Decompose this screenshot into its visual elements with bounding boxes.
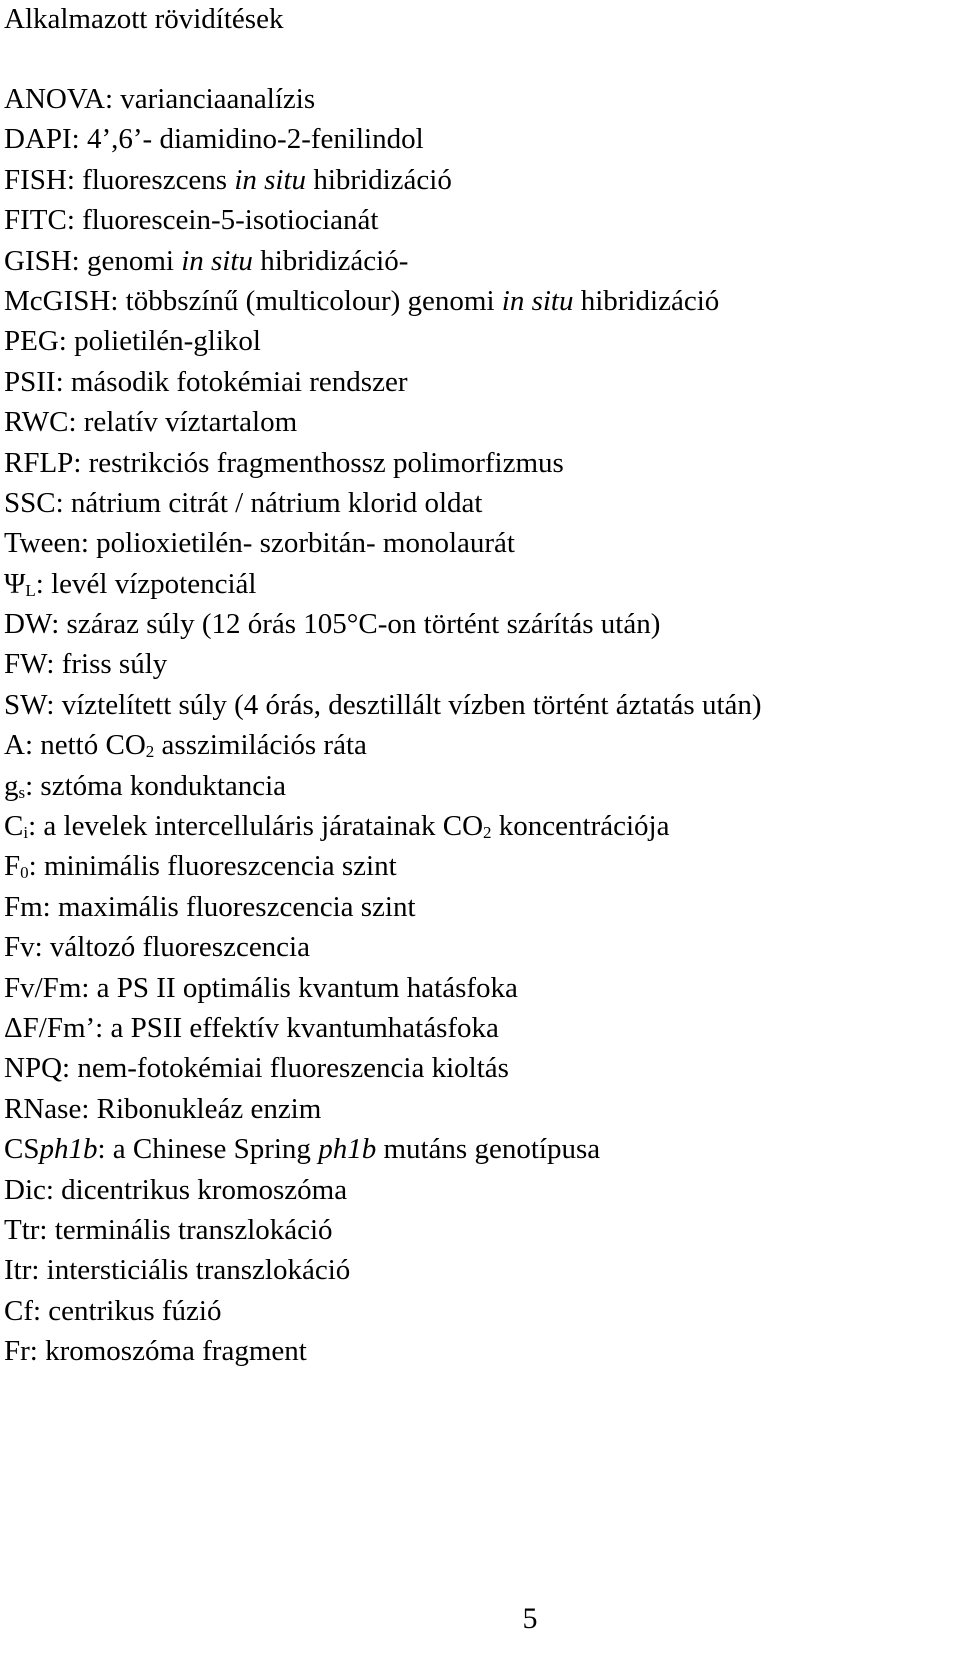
entry-text: SW: víztelített súly (4 órás, desztillált vízben történt áztatás után): [4, 688, 762, 721]
italic-text: ph1b: [318, 1133, 377, 1166]
subscript-text: 0: [20, 863, 29, 883]
entry-text: NPQ: nem-fotokémiai fluoreszencia kioltás: [4, 1052, 509, 1085]
abbreviation-entry: [4, 1291, 762, 1331]
page-title: Alkalmazott rövidítések: [4, 3, 284, 35]
entry-text: C: [4, 810, 24, 843]
entry-text: Dic: dicentrikus kromoszóma: [4, 1173, 348, 1206]
abbreviation-list: [4, 79, 762, 1372]
subscript-text: L: [25, 580, 36, 600]
subscript-text: i: [23, 823, 29, 843]
abbreviation-entry: [4, 119, 762, 159]
abbreviation-entry: [4, 1210, 762, 1250]
entry-text: FITC: fluorescein-5-isotiocianát: [4, 204, 379, 237]
abbreviation-entry: [4, 1089, 762, 1129]
entry-text: F: [4, 850, 21, 883]
abbreviation-entry: [4, 644, 762, 684]
entry-text: : levél vízpotenciál: [35, 567, 257, 600]
page-number: 5: [522, 1602, 538, 1635]
italic-text: in situ: [234, 163, 307, 196]
entry-text: DAPI: 4’,6’- diamidino-2-fenilindol: [4, 123, 424, 156]
abbreviation-entry: [4, 321, 762, 361]
abbreviation-entry: [4, 1008, 762, 1048]
italic-text: ph1b: [39, 1133, 98, 1166]
entry-text: PEG: polietilén-glikol: [4, 325, 261, 358]
abbreviation-entry: [4, 483, 762, 523]
entry-text: Fm: maximális fluoreszcencia szint: [4, 890, 416, 923]
entry-text: Cf: centrikus fúzió: [4, 1294, 222, 1327]
entry-text: asszimilációs ráta: [154, 729, 367, 762]
entry-text: hibridizáció: [306, 163, 452, 196]
abbreviation-entry: [4, 846, 762, 886]
entry-text: koncentrációja: [491, 810, 670, 843]
entry-text: hibridizáció: [573, 284, 720, 317]
entry-text: : a Chinese Spring: [97, 1133, 319, 1166]
entry-text: McGISH: többszínű (multicolour) genomi: [4, 284, 502, 317]
entry-text: : minimális fluoreszcencia szint: [28, 850, 397, 883]
subscript-text: 2: [145, 742, 155, 762]
entry-text: : sztóma konduktancia: [25, 769, 287, 802]
entry-text: Fv: változó fluoreszcencia: [4, 931, 310, 964]
entry-text: : a levelek intercelluláris járatainak CO: [28, 810, 484, 843]
abbreviation-entry: [4, 604, 762, 644]
entry-text: RFLP: restrikciós fragmenthossz polimorfizmus: [4, 446, 564, 479]
abbreviation-entry: [4, 362, 762, 402]
entry-text: RWC: relatív víztartalom: [4, 406, 298, 439]
abbreviation-entry: [4, 241, 762, 281]
italic-text: in situ: [181, 244, 253, 277]
abbreviation-entry: [4, 766, 762, 806]
entry-text: DW: száraz súly (12 órás 105°C-on történt szárítás után): [4, 608, 661, 641]
entry-text: PSII: második fotokémiai rendszer: [4, 365, 408, 398]
entry-text: ΔF/Fm’: a PSII effektív kvantumhatásfoka: [4, 1011, 499, 1044]
abbreviation-entry: [4, 523, 762, 563]
entry-text: ANOVA: varianciaanalízis: [4, 83, 316, 115]
entry-text: Tween: polioxietilén- szorbitán- monolaurát: [4, 527, 515, 560]
abbreviation-entry: [4, 79, 762, 119]
abbreviation-entry: [4, 1250, 762, 1290]
abbreviation-entry: [4, 402, 762, 442]
abbreviation-entry: [4, 1170, 762, 1210]
entry-text: hibridizáció-: [252, 244, 409, 277]
abbreviation-entry: [4, 685, 762, 725]
entry-text: Itr: intersticiális transzlokáció: [4, 1254, 351, 1287]
abbreviation-entry: [4, 887, 762, 927]
entry-text: mutáns genotípusa: [376, 1133, 601, 1166]
subscript-text: s: [18, 782, 26, 802]
italic-text: in situ: [501, 284, 574, 317]
abbreviation-entry: [4, 725, 762, 765]
abbreviation-entry: [4, 968, 762, 1008]
entry-text: Fv/Fm: a PS II optimális kvantum hatásfoka: [4, 971, 518, 1004]
entry-text: g: [4, 769, 19, 802]
abbreviation-entry: [4, 564, 762, 604]
entry-text: Ψ: [4, 567, 26, 600]
abbreviation-entry: [4, 200, 762, 240]
entry-text: A: nettó CO: [4, 729, 146, 762]
entry-text: FW: friss súly: [4, 648, 168, 681]
entry-text: GISH: genomi: [4, 244, 182, 277]
entry-text: CS: [4, 1133, 40, 1166]
abbreviation-entry: [4, 1331, 762, 1371]
abbreviation-entry: [4, 1048, 762, 1088]
entry-text: Fr: kromoszóma fragment: [4, 1335, 307, 1368]
entry-text: FISH: fluoreszcens: [4, 163, 235, 196]
abbreviation-entry: [4, 160, 762, 200]
abbreviation-entry: [4, 806, 762, 846]
abbreviation-entry: [4, 927, 762, 967]
abbreviation-entry: [4, 443, 762, 483]
abbreviation-entry: [4, 1129, 762, 1169]
entry-text: RNase: Ribonukleáz enzim: [4, 1092, 322, 1125]
abbreviation-entry: [4, 281, 762, 321]
entry-text: SSC: nátrium citrát / nátrium klorid oldat: [4, 486, 483, 519]
entry-text: Ttr: terminális transzlokáció: [4, 1213, 333, 1246]
subscript-text: 2: [483, 823, 492, 843]
